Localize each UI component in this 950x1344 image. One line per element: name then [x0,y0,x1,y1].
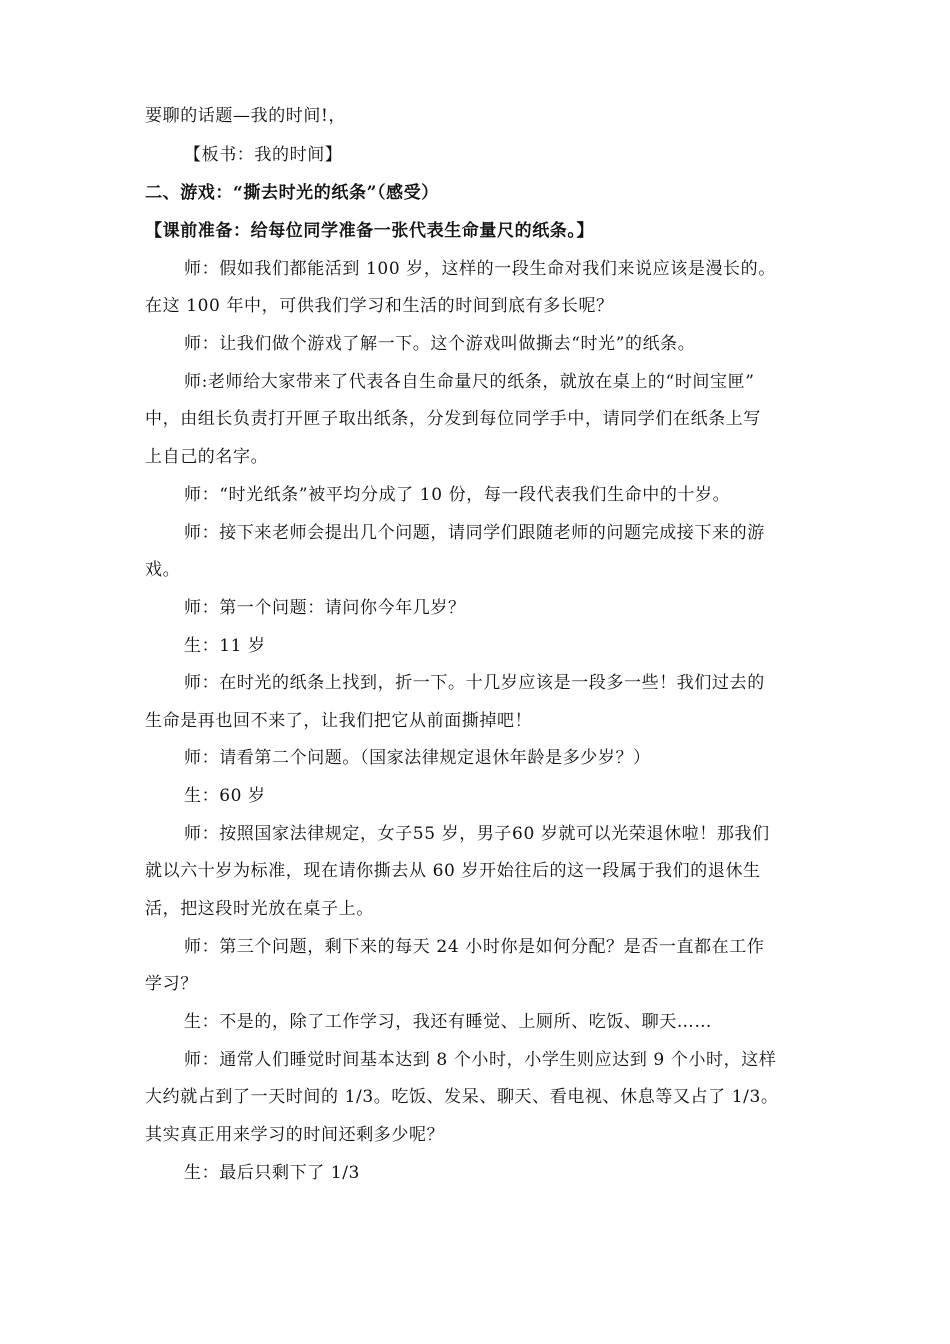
blackboard-note: 【板书：我的时间】 [184,145,343,165]
text-line: 其实真正用来学习的时间还剩多少呢？ [145,1125,445,1145]
text-line: 师：请看第二个问题。（国家法律规定退休年龄是多少岁？） [184,748,651,768]
text-line: 师：接下来老师会提出几个问题，请同学们跟随老师的问题完成接下来的游 [184,523,765,543]
text-line: 师:老师给大家带来了代表各自生命量尺的纸条，就放在桌上的“时间宝匣” [184,372,755,392]
text-line: 师：通常人们睡觉时间基本达到 8 个小时，小学生则应达到 9 个小时，这样 [184,1050,777,1070]
text-line: 生：60 岁 [184,786,266,806]
text-line: 生命是再也回不来了，让我们把它从前面撕掉吧！ [145,711,533,731]
section-heading: 二、游戏：“撕去时光的纸条”（感受） [145,183,439,203]
text-line: 师：“时光纸条”被平均分成了 10 份，每一段代表我们生命中的十岁。 [184,485,731,505]
text-line: 要聊的话题—我的时间!， [145,106,347,126]
text-line: 生：不是的，除了工作学习，我还有睡觉、上厕所、吃饭、聊天…… [184,1012,712,1032]
text-line: 中，由组长负责打开匣子取出纸条，分发到每位同学手中，请同学们在纸条上写 [145,409,761,429]
text-line: 生：最后只剩下了 1/3 [184,1163,360,1183]
preparation-note: 【课前准备：给每位同学准备一张代表生命量尺的纸条。】 [145,221,595,241]
text-line: 师：第一个问题：请问你今年几岁？ [184,598,466,618]
text-line: 师：按照国家法律规定，女子55 岁，男子60 岁就可以光荣退休啦！那我们 [184,824,770,844]
text-line: 活，把这段时光放在桌子上。 [145,899,374,919]
text-line: 在这 100 年中，可供我们学习和生活的时间到底有多长呢？ [145,296,614,316]
text-line: 上自己的名字。 [145,447,269,467]
text-line: 师：在时光的纸条上找到，折一下。十几岁应该是一段多一些！我们过去的 [184,673,765,693]
text-line: 生：11 岁 [184,636,266,656]
text-line: 师：假如我们都能活到 100 岁，这样的一段生命对我们来说应该是漫长的。 [184,259,776,279]
text-line: 学习？ [145,974,198,994]
text-line: 师：让我们做个游戏了解一下。这个游戏叫做撕去“时光”的纸条。 [184,334,696,354]
text-line: 就以六十岁为标准，现在请你撕去从 60 岁开始往后的这一段属于我们的退休生 [145,861,761,881]
text-line: 大约就占到了一天时间的 1/3。吃饭、发呆、聊天、看电视、休息等又占了 1/3。 [145,1087,779,1107]
text-line: 师：第三个问题，剩下来的每天 24 小时你是如何分配？是否一直都在工作 [184,937,765,957]
text-line: 戏。 [145,560,181,580]
